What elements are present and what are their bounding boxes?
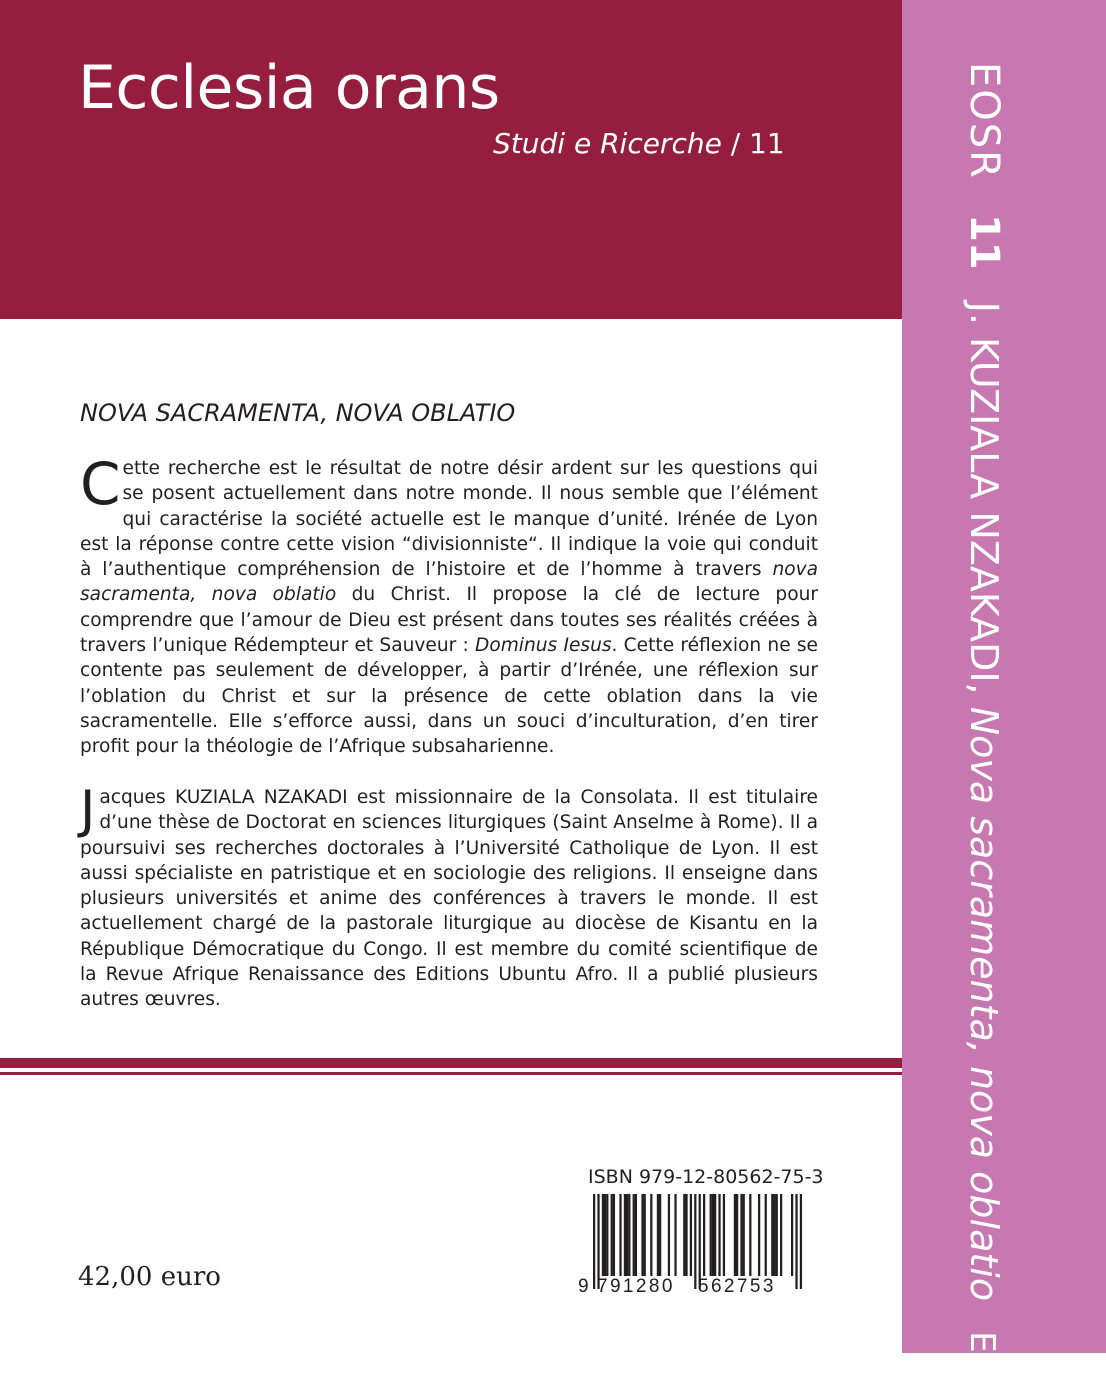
spine-publisher: EDI	[962, 1331, 1002, 1389]
abstract-italic-1: nova sacramenta, nova oblatio	[80, 559, 818, 606]
barcode-bar	[703, 1194, 705, 1276]
barcode-bar	[795, 1194, 797, 1289]
barcode-bar	[628, 1194, 630, 1276]
spine-title: Nova sacramenta, nova oblatio	[962, 706, 1006, 1302]
abstract-text-1: ette recherche est le résultat de notre désir ardent sur les questions qui se posent actuellement dans notre monde. Il nous semble que l’élément qui caractérise la société actuelle est le manque d’unité. Irénée de Lyon est la réponse contre cette vision “divisionniste“. Il indique la voie qui conduit à l’authentique compréhension de l’histoire et de l’homme à travers	[80, 458, 818, 581]
spine-text	[961, 62, 1007, 1389]
barcode-bar	[668, 1194, 670, 1276]
spine-volume-number: 11	[961, 213, 1007, 270]
barcode-bar	[624, 1194, 626, 1276]
barcode-bar	[593, 1194, 595, 1289]
barcode-bar	[674, 1194, 676, 1276]
barcode-bar	[650, 1194, 652, 1276]
barcode-bar	[633, 1194, 635, 1276]
barcode-bar	[690, 1194, 692, 1276]
barcode-bar	[723, 1194, 725, 1276]
barcode-bar	[710, 1194, 712, 1276]
barcode-bar	[736, 1194, 738, 1276]
barcode-bar	[712, 1194, 714, 1276]
divider-thick	[0, 1058, 902, 1068]
abstract-text-3: . Cette réflexion ne se contente pas seulement de développer, à partir d’Irénée, une réflexion sur l’oblation du Christ et sur la présence de cette oblation dans la vie sacramentelle. Elle s’efforce aussi, dans un souci d’inculturation, d’en tirer profit pour la théologie de l’Afrique subsaharienne.	[80, 635, 818, 758]
barcode-bar	[800, 1194, 802, 1289]
divider-thin	[0, 1072, 902, 1075]
series-subtitle	[493, 127, 785, 160]
series-subtitle-name: Studi e Ricerche	[493, 127, 722, 160]
series-title: Ecclesia orans	[78, 53, 500, 123]
spine-series-code: EOSR	[961, 62, 1007, 180]
barcode-digits-right: 562753	[698, 1276, 776, 1297]
spine-author: J. KUZIALA NZAKADI,	[962, 301, 1006, 707]
barcode-bar	[780, 1194, 782, 1276]
barcode-digit-first: 9	[578, 1276, 589, 1297]
barcode-bar	[685, 1194, 687, 1276]
barcode-bar	[718, 1194, 720, 1276]
book-title: NOVA SACRAMENTA, NOVA OBLATIO	[80, 399, 516, 427]
barcode-bar	[602, 1194, 604, 1276]
barcode-bar	[773, 1194, 775, 1276]
dropcap-j: J	[80, 780, 96, 840]
dropcap-c: C	[80, 450, 121, 518]
barcode-bar	[714, 1194, 716, 1276]
barcode-digits-left: 791280	[597, 1276, 675, 1297]
barcode-bar	[641, 1194, 643, 1276]
barcode-bar	[758, 1194, 760, 1276]
abstract-text-2: du Christ. Il propose la clé de lecture pour comprendre que l’amour de Dieu est présent dans toutes ses réalités créées à travers l’unique Rédempteur et Sauveur :	[80, 584, 818, 657]
barcode-bar	[740, 1194, 742, 1276]
author-bio-text: acques KUZIALA NZAKADI est missionnaire de la Consolata. Il est titulaire d’une thèse de Doctorat en sciences liturgiques (Saint Anselme à Rome). Il a poursuivi ses recherches doctorales à l’Université Catholique de Lyon. Il est aussi spécialiste en patristique et en sociologie des religions. Il enseigne dans plusieurs universités et anime des conférences à travers le monde. Il est actuellement chargé de la pastorale liturgique au diocèse de Kisantu en la République Démocratique du Congo. Il est membre du comité scientifique de la Revue Afrique Renaissance des Editions Ubuntu Afro. Il a publié plusieurs autres œuvres.	[80, 787, 818, 1011]
barcode-bar	[659, 1194, 661, 1276]
isbn-label: ISBN 979-12-80562-75-3	[588, 1166, 824, 1188]
abstract-italic-2: Dominus Iesus	[475, 635, 612, 657]
barcode-bar	[694, 1194, 696, 1289]
barcode-bar	[657, 1194, 659, 1276]
header-band	[0, 0, 902, 319]
barcode-bar	[771, 1194, 773, 1276]
barcode-bar	[644, 1194, 646, 1276]
barcode-bar	[743, 1194, 745, 1276]
barcode-bar	[626, 1194, 628, 1276]
abstract-paragraph	[80, 450, 818, 760]
barcode-bar	[765, 1194, 767, 1276]
barcode-bar	[604, 1194, 606, 1276]
barcode-bar	[611, 1194, 613, 1276]
barcode-bar	[734, 1194, 736, 1276]
barcode-bar	[597, 1194, 599, 1289]
series-volume-number: / 11	[721, 127, 785, 160]
author-bio-paragraph	[80, 780, 818, 1013]
barcode-bar	[699, 1194, 701, 1289]
barcode-bar	[606, 1194, 608, 1276]
barcode-bar	[619, 1194, 621, 1276]
barcode-bar	[613, 1194, 615, 1276]
barcode-bar	[791, 1194, 793, 1276]
barcode-bar	[635, 1194, 637, 1276]
barcode	[575, 1192, 815, 1297]
barcode-bar	[749, 1194, 751, 1276]
barcode-bar	[776, 1194, 778, 1276]
price: 42,00 euro	[78, 1262, 221, 1292]
barcode-bar	[683, 1194, 685, 1276]
